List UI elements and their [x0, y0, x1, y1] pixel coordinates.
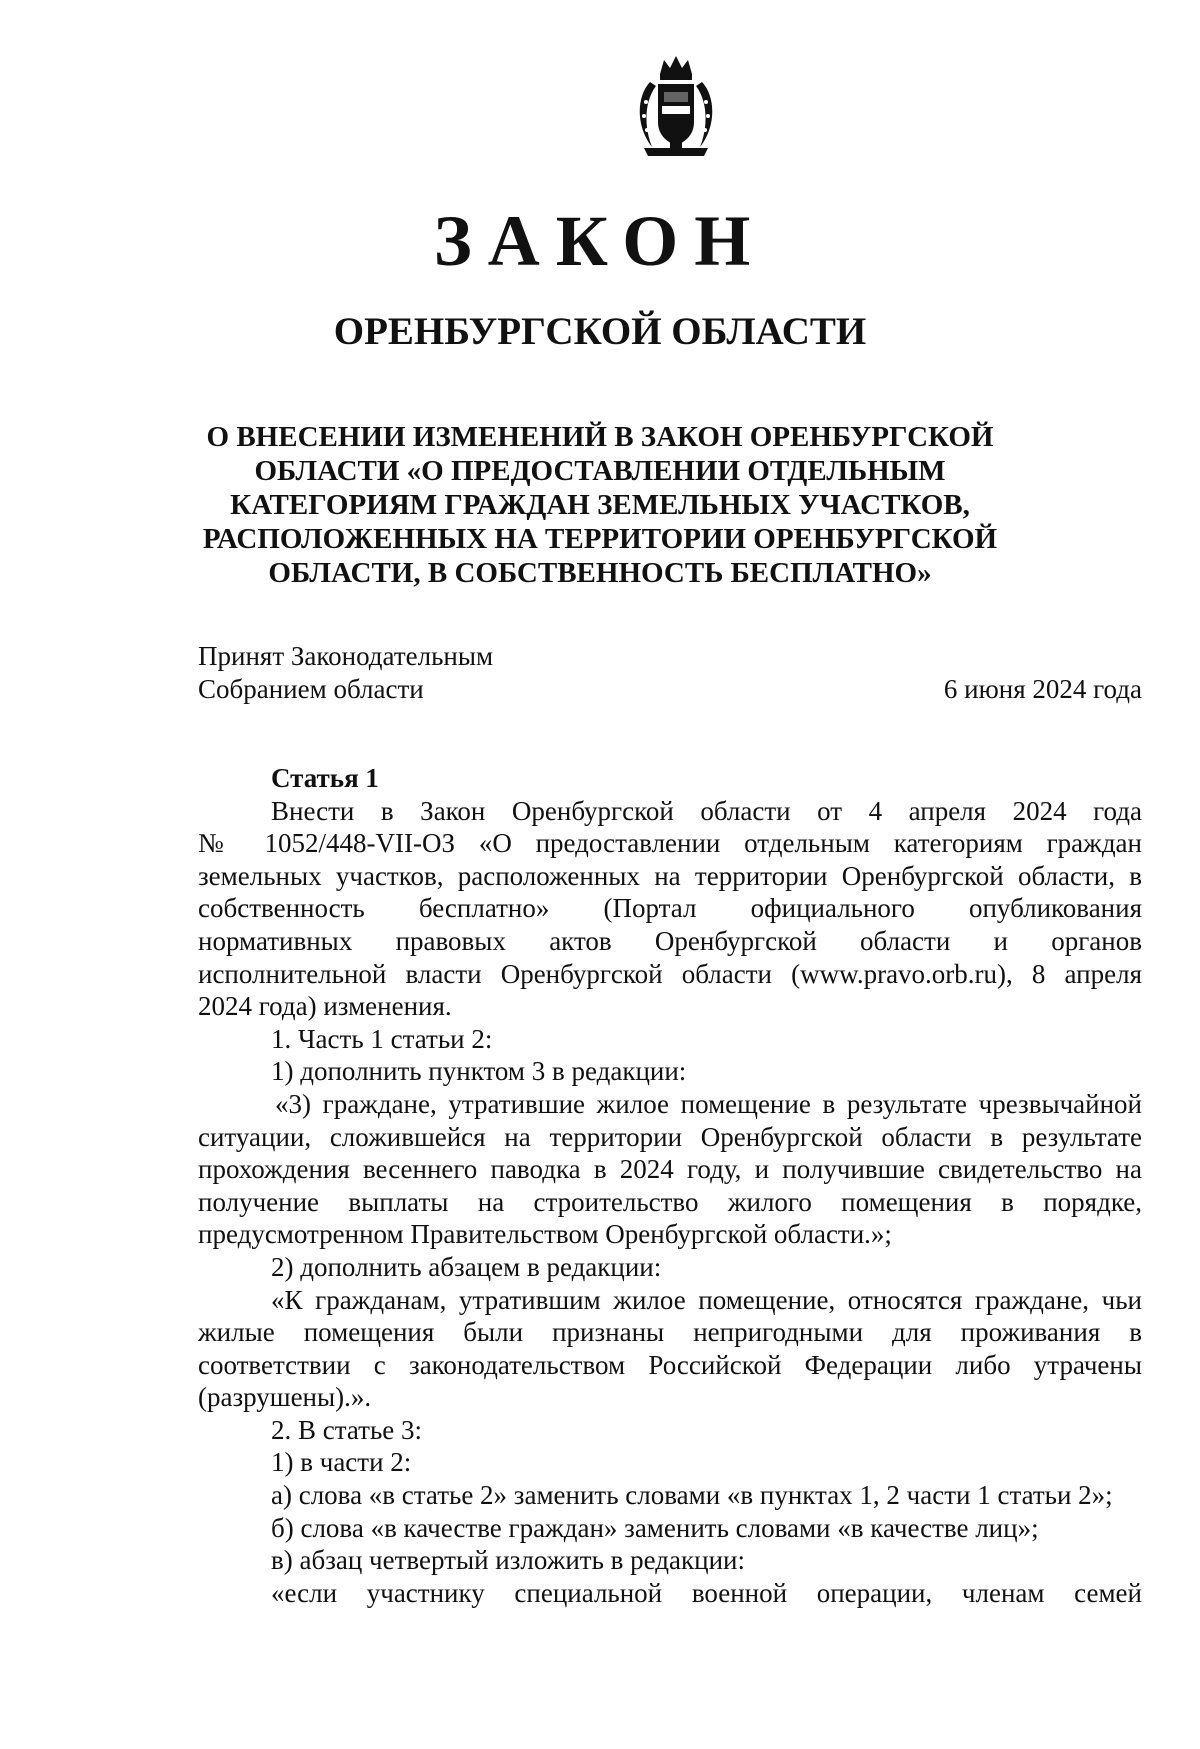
text-line: «3) граждане, утратившие жилое помещение в результате чрезвычайной [275, 1088, 1142, 1119]
text-line: (разрушены).». [198, 1382, 372, 1413]
adoption-body [198, 640, 493, 706]
law-heading [0, 420, 1200, 590]
heading-line: О ВНЕСЕНИИ ИЗМЕНЕНИЙ В ЗАКОН ОРЕНБУРГСКОЙ [206, 421, 994, 453]
text-line: в) абзац четвертый изложить в редакции: [271, 1545, 745, 1576]
text-line: 2. В статье 3: [271, 1414, 423, 1445]
text-line: Внести в Закон Оренбургской области от 4 апреля 2024 года [271, 795, 1142, 826]
heading-line: РАСПОЛОЖЕННЫХ НА ТЕРРИТОРИИ ОРЕНБУРГСКОЙ [202, 523, 998, 555]
text-line: нормативных правовых актов Оренбургской области и органов [198, 925, 1142, 956]
article-body [198, 762, 1142, 1609]
text-line: 2) дополнить абзацем в редакции: [271, 1251, 662, 1282]
document-title: ЗАКОН [433, 201, 767, 281]
text-line: 2024 года) изменения. [198, 991, 452, 1022]
text-line: «К гражданам, утратившим жилое помещение, относятся граждане, чьи [271, 1284, 1142, 1315]
document-subtitle: ОРЕНБУРГСКОЙ ОБЛАСТИ [333, 310, 867, 353]
text-line: прохождения весеннего паводка в 2024 году, и получившие свидетельство на [198, 1154, 1142, 1185]
text-line: «если участнику специальной военной операции, членам семей [271, 1577, 1142, 1608]
heading-line: ОБЛАСТИ «О ПРЕДОСТАВЛЕНИИ ОТДЕЛЬНЫМ [254, 455, 946, 487]
text-line: жилые помещения были признаны непригодными для проживания в [198, 1317, 1142, 1348]
adoption-date: 6 июня 2024 года [943, 674, 1142, 704]
text-line: 1) в части 2: [271, 1447, 412, 1478]
text-line: 1) дополнить пунктом 3 в редакции: [271, 1056, 687, 1087]
article-title: Статья 1 [271, 763, 379, 793]
orenburg-coat-of-arms-icon [630, 52, 722, 162]
text-line: а) слова «в статье 2» заменить словами «в пунктах 1, 2 части 1 статьи 2»; [271, 1480, 1113, 1511]
text-line: 1. Часть 1 статьи 2: [271, 1023, 493, 1054]
text-line: собственность бесплатно» (Портал официального опубликования [198, 893, 1142, 924]
text-line: получение выплаты на строительство жилого помещения в порядке, [198, 1186, 1142, 1217]
text-line: соответствии с законодательством Российской Федерации либо утрачены [198, 1349, 1142, 1380]
heading-line: ОБЛАСТИ, В СОБСТВЕННОСТЬ БЕСПЛАТНО» [268, 557, 932, 589]
adoption-line: Собранием области [198, 674, 424, 704]
text-line: б) слова «в качестве граждан» заменить словами «в качестве лиц»; [271, 1512, 1039, 1543]
text-line: ситуации, сложившейся на территории Оренбургской области в результате [198, 1121, 1142, 1152]
text-line: земельных участков, расположенных на территории Оренбургской области, в [198, 860, 1142, 891]
heading-line: КАТЕГОРИЯМ ГРАЖДАН ЗЕМЕЛЬНЫХ УЧАСТКОВ, [230, 489, 970, 521]
text-line: № 1052/448-VII-ОЗ «О предоставлении отдельным категориям граждан [198, 828, 1142, 859]
text-line: исполнительной власти Оренбургской области (www.pravo.orb.ru), 8 апреля [198, 958, 1142, 989]
adoption-line: Принят Законодательным [198, 641, 494, 671]
text-line: предусмотренном Правительством Оренбургской области.»; [198, 1219, 892, 1250]
